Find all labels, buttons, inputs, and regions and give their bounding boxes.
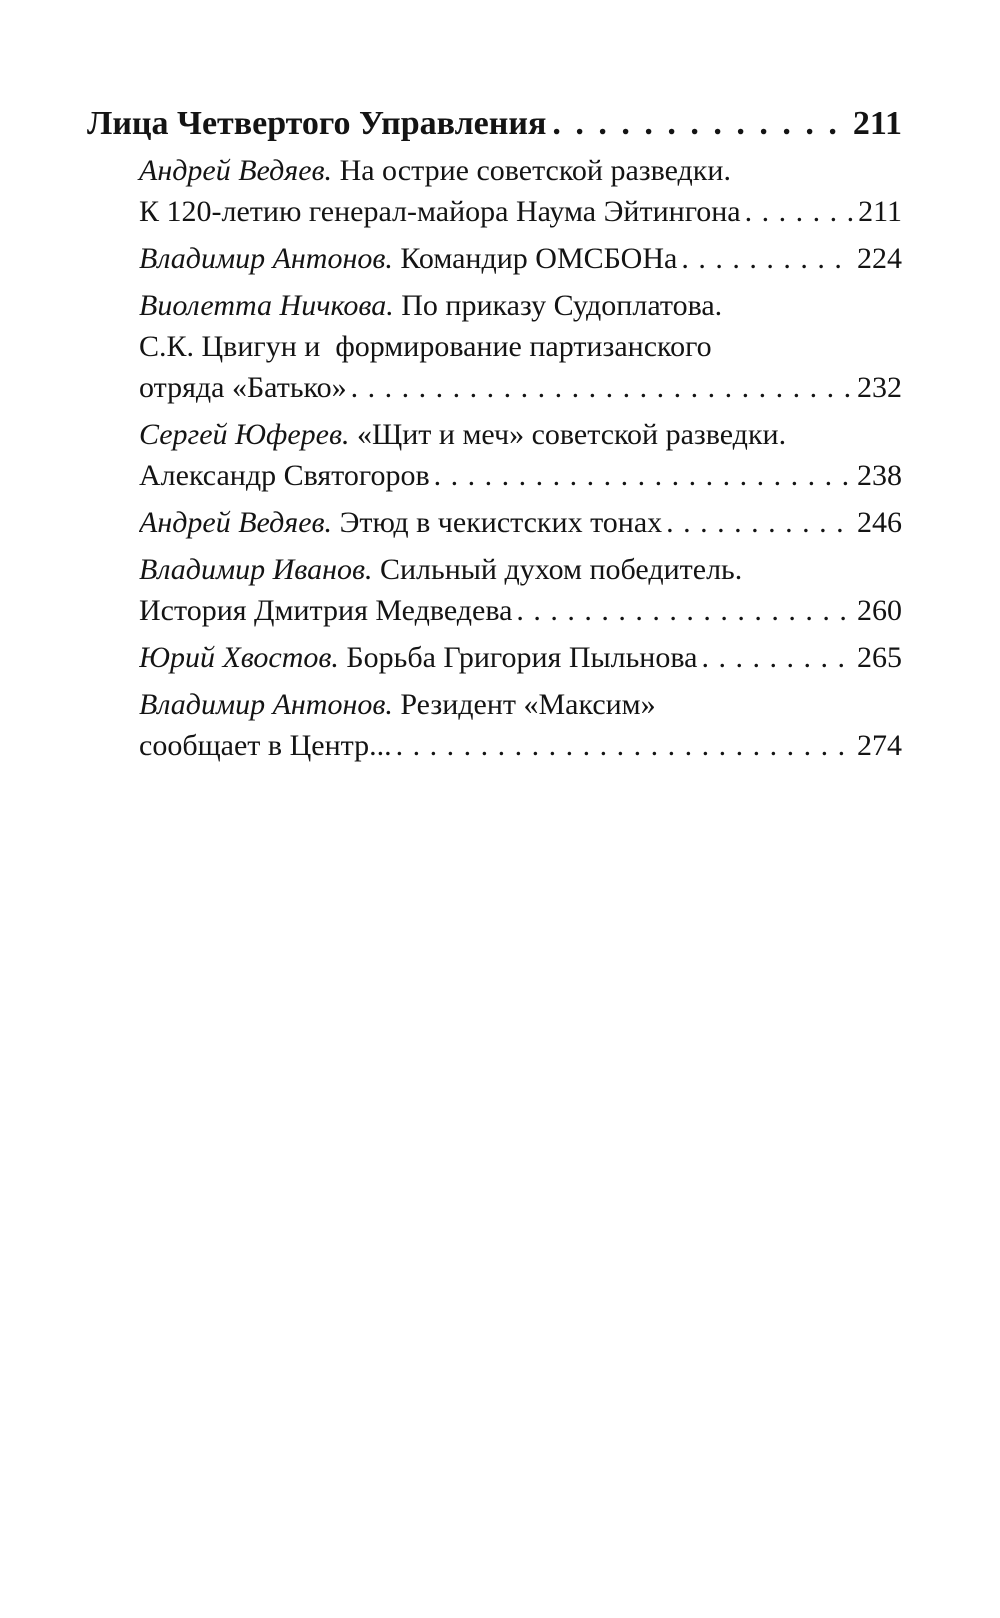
section-page-number: 211 [852,105,902,142]
dot-leader [701,637,853,678]
entry-title-part: Сильный духом победитель. [379,553,743,586]
entry-author: Андрей Ведяев. [139,506,333,539]
entry-author: Владимир Иванов. [139,553,373,586]
entry-first-line [139,285,902,326]
entry-author: Андрей Ведяев. [139,154,333,187]
entry-last-line [139,502,902,543]
entry-first-line [139,549,902,590]
entry-author: Владимир Антонов. [139,688,393,721]
entry-last-line [139,238,902,279]
dot-leader [552,100,847,148]
toc-entry [139,637,902,678]
section-title: Лица Четвертого Управления [87,105,547,142]
toc-entry [139,549,902,631]
entry-page-number: 246 [857,506,902,539]
entry-author: Юрий Хвостов. [139,641,339,674]
toc-entry [139,238,902,279]
toc-entry [139,502,902,543]
entry-title-part: Командир ОМСБОНа [400,242,678,275]
entry-first-line [139,150,902,191]
entry-first-line [139,684,902,725]
entry-title-part: Борьба Григория Пыльнова [346,641,698,674]
entry-title-part: По приказу Судоплатова. [401,289,723,322]
dot-leader [434,455,853,496]
dot-leader [516,590,853,631]
dot-leader [396,725,853,766]
entry-last-line [139,455,902,496]
toc-entry [139,414,902,496]
toc-entry [139,150,902,232]
toc-entry [139,285,902,408]
entry-title-part: Резидент «Максим» [400,688,656,721]
toc-section-heading [87,100,902,148]
entry-last-line [139,637,902,678]
entry-last-line [139,725,902,766]
toc-entry [139,684,902,766]
entry-last-line [139,367,902,408]
entry-first-line [139,414,902,455]
entry-last-line [139,590,902,631]
entry-title-part: сообщает в Центр... [139,729,392,762]
entry-title-part: Александр Святогоров [139,459,430,492]
entry-middle-line [139,326,902,367]
dot-leader [681,238,853,279]
toc-entries [139,150,902,766]
dot-leader [666,502,853,543]
entry-page-number: 260 [857,594,902,627]
dot-leader [351,367,853,408]
entry-text [139,502,662,543]
entry-author: Виолетта Ничкова. [139,289,394,322]
entry-author: Сергей Юферев. [139,418,350,451]
entry-page-number: 265 [857,641,902,674]
entry-title-part: С.К. Цвигун и формирование партизанского [139,330,712,363]
entry-title-part: К 120-летию генерал-майора Наума Эйтингона [139,195,741,228]
entry-last-line [139,191,902,232]
entry-page-number: 224 [857,242,902,275]
entry-page-number: 232 [857,371,902,404]
entry-page-number: 238 [857,459,902,492]
entry-text [139,238,677,279]
entry-page-number: 274 [857,729,902,762]
entry-page-number: 211 [858,195,902,228]
entry-text [139,637,697,678]
table-of-contents [87,100,902,772]
entry-title-part: Этюд в чекистских тонах [339,506,663,539]
dot-leader [745,191,854,232]
entry-title-part: «Щит и меч» советской разведки. [356,418,787,451]
entry-title-part: На острие советской разведки. [339,154,731,187]
entry-title-part: История Дмитрия Медведева [139,594,513,627]
entry-title-part: отряда «Батько» [139,371,347,404]
entry-author: Владимир Антонов. [139,242,393,275]
